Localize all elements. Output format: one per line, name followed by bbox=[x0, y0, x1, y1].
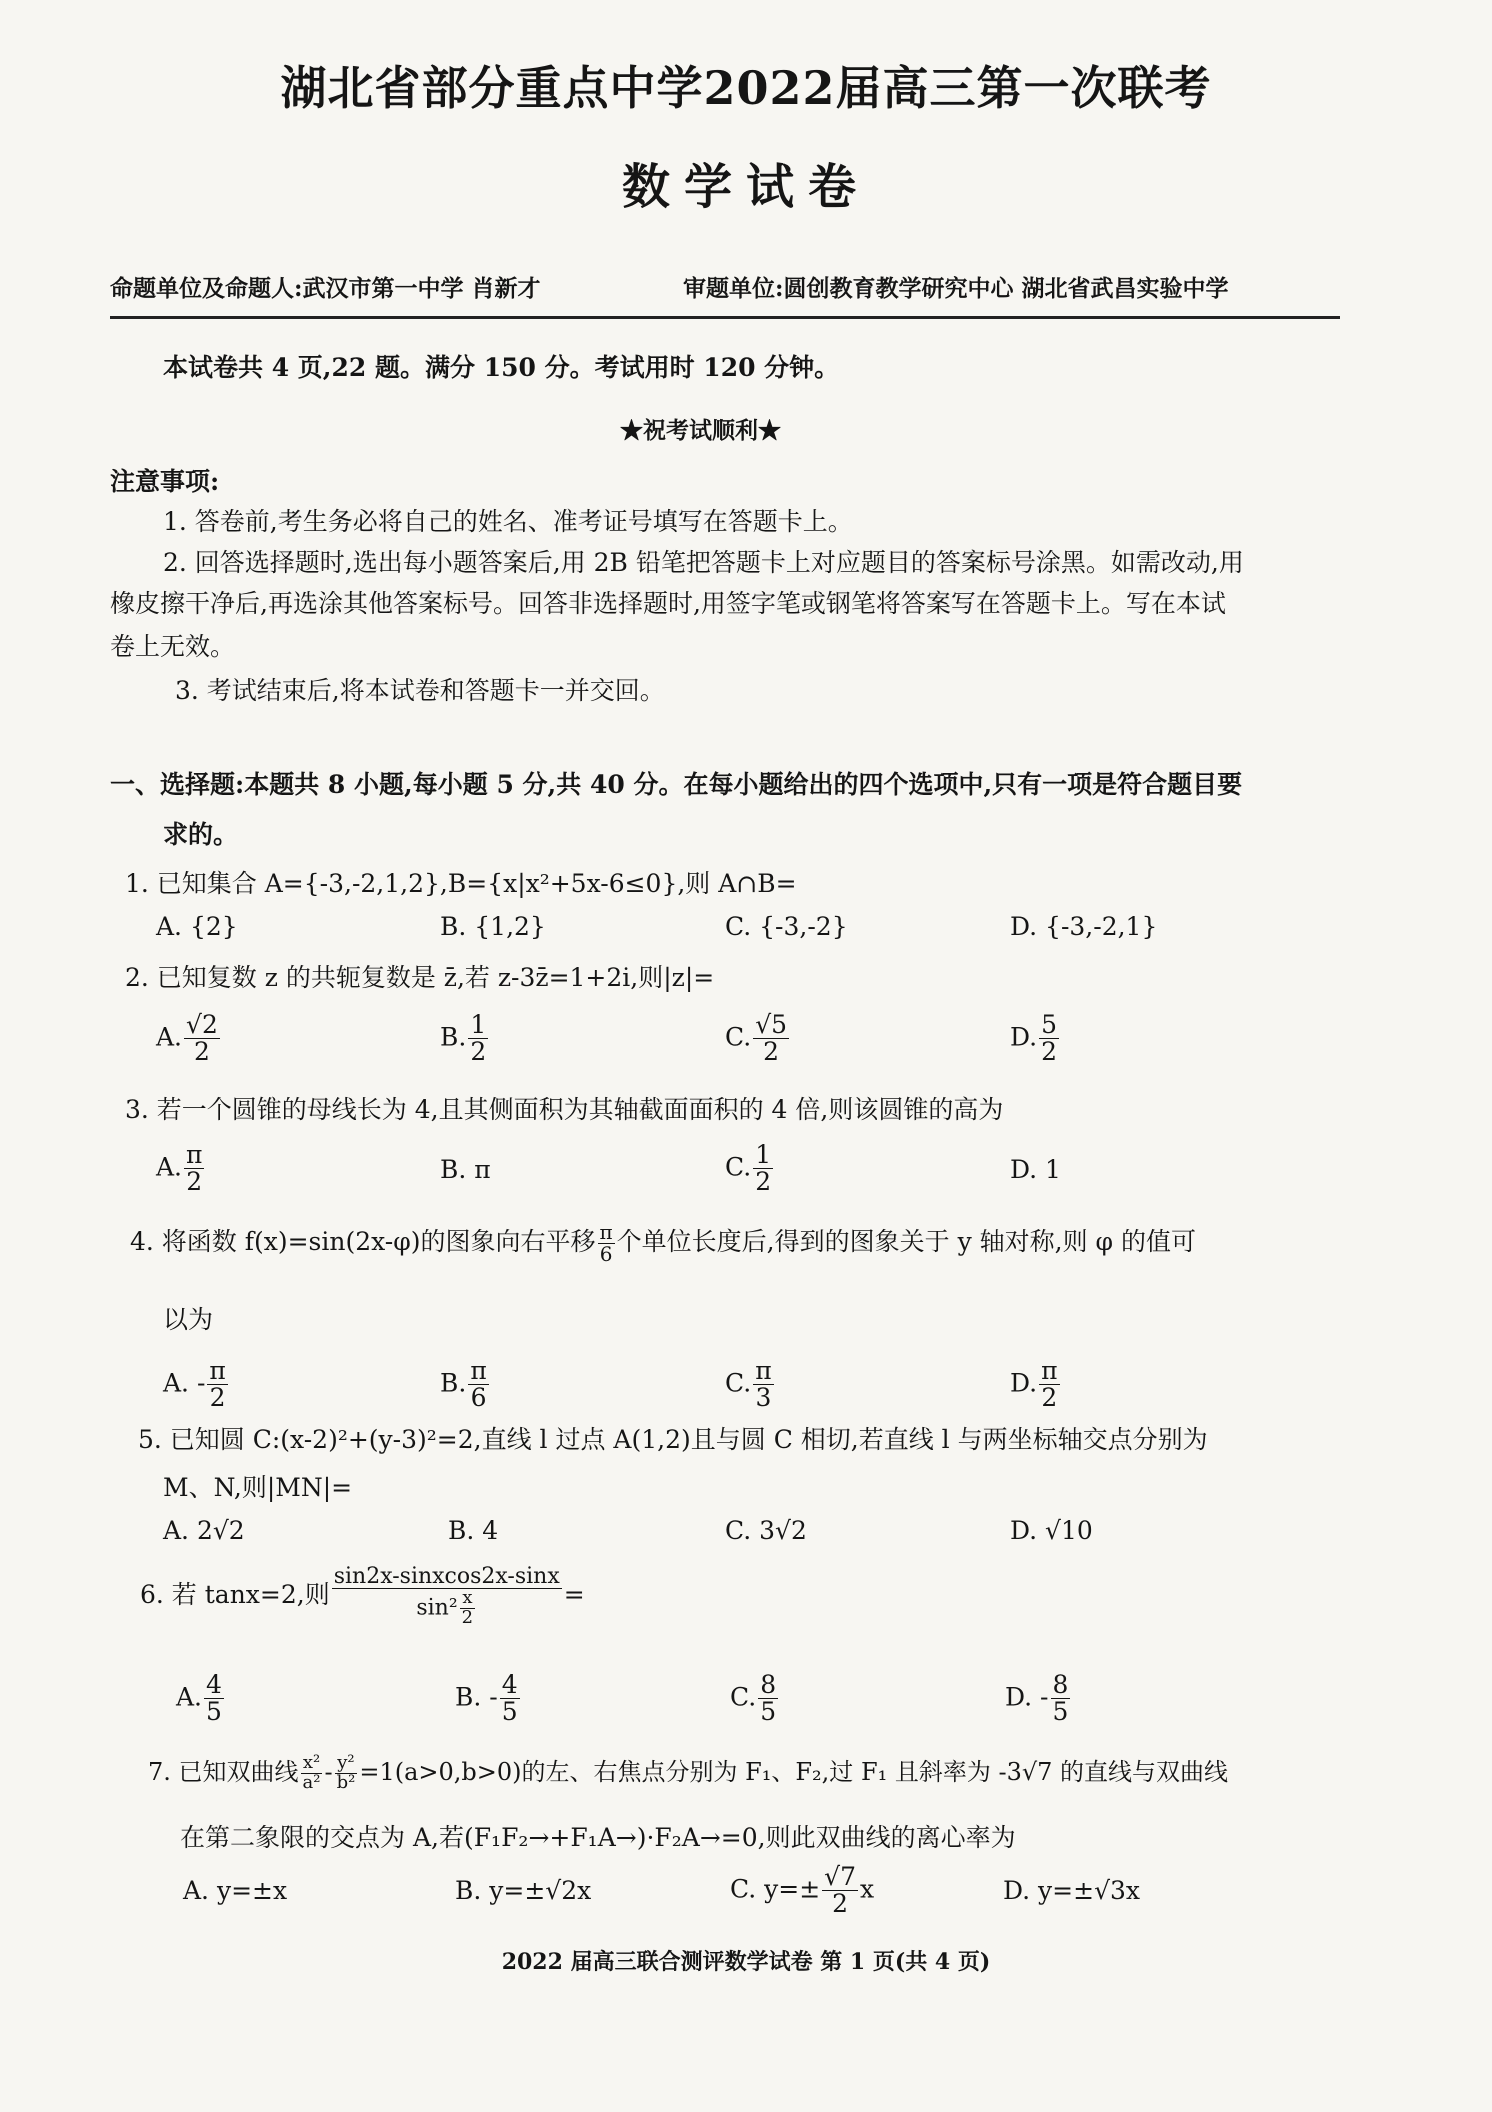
author-info: 命题单位及命题人:武汉市第一中学 肖新才 bbox=[110, 275, 541, 302]
fraction: $\frac{\pi}{6}$ bbox=[599, 1220, 613, 1266]
page-footer: 2022 届高三联合测评数学试卷 第 1 页(共 4 页) bbox=[501, 1949, 991, 1975]
fraction: $\frac{\text{y²}}{\text{b²}}$ bbox=[336, 1752, 356, 1793]
fraction: $\frac{\pi}{6}$ bbox=[470, 1356, 487, 1413]
fraction: $\frac{8}{5}$ bbox=[760, 1670, 777, 1727]
q4-option-b: B. $\frac{\pi}{6}$ bbox=[440, 1356, 487, 1413]
fraction: $\frac{\pi}{3}$ bbox=[755, 1356, 772, 1413]
section-heading-cont: 求的。 bbox=[163, 820, 239, 849]
notice-item-1: 1. 答卷前,考生务必将自己的姓名、准考证号填写在答题卡上。 bbox=[163, 507, 853, 536]
question-2-stem: 2. 已知复数 z 的共轭复数是 z̄,若 z-3z̄=1+2i,则|z|= bbox=[125, 963, 715, 992]
q7-option-b: B. y=±√2x bbox=[455, 1876, 592, 1905]
q5-option-c: C. 3√2 bbox=[725, 1516, 807, 1545]
notice-item-2-cont: 橡皮擦干净后,再选涂其他答案标号。回答非选择题时,用签字笔或钢笔将答案写在答题卡上。写在本试 bbox=[110, 589, 1226, 618]
fraction: $\frac{√2}{2}$ bbox=[186, 1010, 218, 1067]
fraction: $\frac{4}{5}$ bbox=[501, 1670, 518, 1727]
exam-intro: 本试卷共 4 页,22 题。满分 150 分。考试用时 120 分钟。 bbox=[163, 353, 840, 382]
q1-option-c: C. {-3,-2} bbox=[725, 912, 848, 941]
fraction: $\frac{√7}{2}$ bbox=[824, 1862, 856, 1919]
q5-option-b: B. 4 bbox=[448, 1516, 499, 1545]
q6-option-a: A. $\frac{4}{5}$ bbox=[176, 1670, 222, 1727]
question-7-stem-cont: 在第二象限的交点为 A,若(F₁F₂→+F₁A→)·F₂A→=0,则此双曲线的离心率为 bbox=[180, 1823, 1016, 1852]
fraction: $\frac{\pi}{2}$ bbox=[209, 1356, 226, 1413]
fraction: $\frac{8}{5}$ bbox=[1052, 1670, 1069, 1727]
notice-item-3: 3. 考试结束后,将本试卷和答题卡一并交回。 bbox=[175, 676, 665, 705]
q4-option-c: C. $\frac{\pi}{3}$ bbox=[725, 1356, 772, 1413]
q1-option-a: A. {2} bbox=[156, 912, 238, 941]
fraction: $\frac{4}{5}$ bbox=[206, 1670, 222, 1727]
fraction: $\frac{√5}{2}$ bbox=[755, 1010, 788, 1067]
q6-option-b: B. - $\frac{4}{5}$ bbox=[455, 1670, 518, 1727]
q1-option-d: D. {-3,-2,1} bbox=[1010, 912, 1158, 941]
question-6-stem: 6. 若 tanx=2,则 sin2x-sinxcos2x-sinx sin² $\frac{x}{2}$ = bbox=[140, 1564, 585, 1628]
wish-line: ★祝考试顺利★ bbox=[620, 417, 781, 444]
question-4-stem-cont: 以为 bbox=[163, 1305, 214, 1334]
reviewer-info: 审题单位:圆创教育教学研究中心 湖北省武昌实验中学 bbox=[683, 275, 1229, 302]
fraction: $\frac{1}{2}$ bbox=[755, 1140, 772, 1197]
exam-title: 湖北省部分重点中学2022届高三第一次联考 bbox=[280, 61, 1212, 115]
header-divider bbox=[110, 316, 1340, 319]
exam-subtitle: 数学试卷 bbox=[621, 159, 870, 215]
q5-option-d: D. √10 bbox=[1010, 1516, 1093, 1545]
question-5-stem: 5. 已知圆 C:(x-2)²+(y-3)²=2,直线 l 过点 A(1,2)且与圆 C 相切,若直线 l 与两坐标轴交点分别为 bbox=[138, 1425, 1208, 1454]
fraction: $\frac{\text{x²}}{\text{a²}}$ bbox=[302, 1752, 321, 1793]
section-heading: 一、选择题:本题共 8 小题,每小题 5 分,共 40 分。在每小题给出的四个选项中,只有一项是符合题目要 bbox=[110, 770, 1243, 799]
q4-option-d: D. $\frac{\pi}{2}$ bbox=[1010, 1356, 1058, 1413]
q3-option-c: C. $\frac{1}{2}$ bbox=[725, 1140, 772, 1197]
fraction: $\frac{1}{2}$ bbox=[470, 1010, 487, 1067]
notice-item-2-end: 卷上无效。 bbox=[110, 632, 236, 661]
fraction: sin2x-sinxcos2x-sinx sin² $\frac{x}{2}$ bbox=[333, 1564, 560, 1628]
q3-option-a: A. $\frac{\pi}{2}$ bbox=[156, 1140, 203, 1197]
q2-option-b: B. $\frac{1}{2}$ bbox=[440, 1010, 487, 1067]
q7-option-c: C. y=± $\frac{√7}{2}$ x bbox=[730, 1862, 875, 1919]
fraction: $\frac{5}{2}$ bbox=[1041, 1010, 1058, 1067]
fraction: $\frac{\pi}{2}$ bbox=[186, 1140, 203, 1197]
q6-option-c: C. $\frac{8}{5}$ bbox=[730, 1670, 777, 1727]
q7-option-a: A. y=±x bbox=[183, 1876, 288, 1905]
question-3-stem: 3. 若一个圆锥的母线长为 4,且其侧面积为其轴截面面积的 4 倍,则该圆锥的高为 bbox=[125, 1095, 1004, 1124]
q3-option-d: D. 1 bbox=[1010, 1155, 1061, 1184]
q2-option-c: C. $\frac{√5}{2}$ bbox=[725, 1010, 788, 1067]
question-5-stem-cont: M、N,则|MN|= bbox=[163, 1473, 353, 1502]
q2-option-a: A. $\frac{√2}{2}$ bbox=[156, 1010, 218, 1067]
q4-option-a: A. - $\frac{\pi}{2}$ bbox=[163, 1356, 226, 1413]
notice-item-2: 2. 回答选择题时,选出每小题答案后,用 2B 铅笔把答题卡上对应题目的答案标号涂黑。如需改动,用 bbox=[163, 548, 1244, 577]
q7-option-d: D. y=±√3x bbox=[1003, 1876, 1140, 1905]
question-1-stem: 1. 已知集合 A={-3,-2,1,2},B={x|x²+5x-6≤0},则 A∩B= bbox=[125, 869, 797, 898]
fraction: $\frac{x}{2}$ bbox=[461, 1587, 474, 1628]
question-7-stem: 7. 已知双曲线 $\frac{\text{x²}}{\text{a²}}$ - $\frac{\text{y²}}{\text{b²}}$ =1(a>0,b>0)的左、右焦点分别为 F₁、F₂,过 F₁ 且斜率为 -3√7 的直线与双曲线 bbox=[148, 1752, 1229, 1793]
q2-option-d: D. $\frac{5}{2}$ bbox=[1010, 1010, 1058, 1067]
notice-heading: 注意事项: bbox=[110, 467, 220, 496]
q3-option-b: B. π bbox=[440, 1155, 491, 1184]
q5-option-a: A. 2√2 bbox=[163, 1516, 245, 1545]
q1-option-b: B. {1,2} bbox=[440, 912, 546, 941]
q6-option-d: D. - $\frac{8}{5}$ bbox=[1005, 1670, 1069, 1727]
question-4-stem: 4. 将函数 f(x)=sin(2x-φ)的图象向右平移 $\frac{\pi}{6}$ 个单位长度后,得到的图象关于 y 轴对称,则 φ 的值可 bbox=[130, 1220, 1196, 1266]
fraction: $\frac{\pi}{2}$ bbox=[1041, 1356, 1058, 1413]
